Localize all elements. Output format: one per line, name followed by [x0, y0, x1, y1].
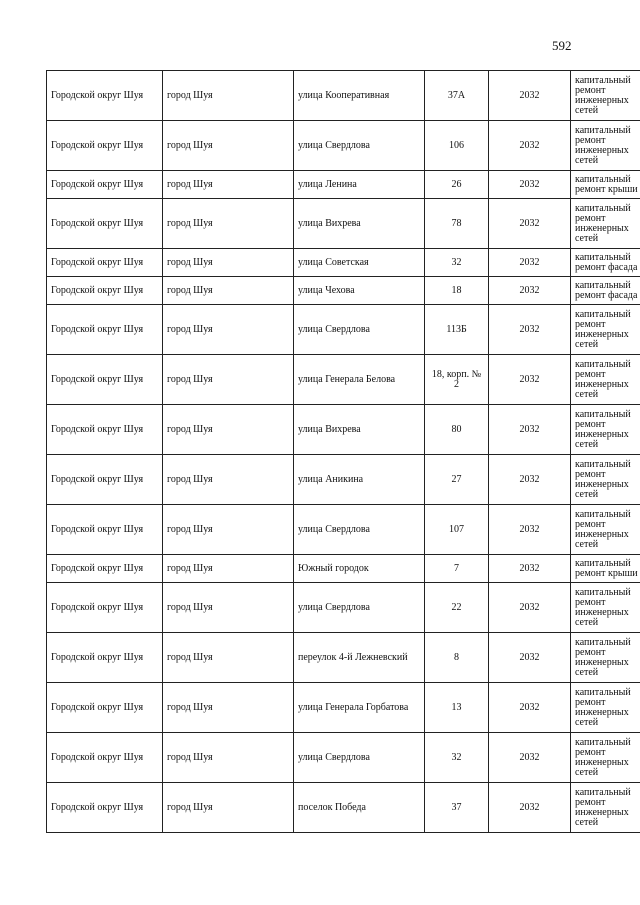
cell-year: 2032	[489, 455, 571, 505]
table-row	[47, 733, 640, 783]
cell-year: 2032	[489, 199, 571, 249]
repair-schedule-table	[46, 70, 640, 833]
table-row	[47, 555, 640, 583]
cell-okrug: Городской округ Шуя	[47, 783, 163, 833]
cell-street: улица Советская	[294, 249, 425, 277]
cell-okrug: Городской округ Шуя	[47, 199, 163, 249]
cell-street: улица Ленина	[294, 171, 425, 199]
cell-city: город Шуя	[163, 633, 294, 683]
cell-city: город Шуя	[163, 733, 294, 783]
table-row	[47, 199, 640, 249]
cell-year: 2032	[489, 171, 571, 199]
cell-city: город Шуя	[163, 171, 294, 199]
cell-okrug: Городской округ Шуя	[47, 405, 163, 455]
cell-okrug: Городской округ Шуя	[47, 249, 163, 277]
table-row	[47, 455, 640, 505]
cell-street: поселок Победа	[294, 783, 425, 833]
table-body	[47, 71, 640, 833]
cell-house: 107	[425, 505, 489, 555]
cell-street: улица Чехова	[294, 277, 425, 305]
cell-okrug: Городской округ Шуя	[47, 171, 163, 199]
cell-year: 2032	[489, 305, 571, 355]
cell-work-type: капитальный ремонт инженерных сетей	[571, 455, 640, 505]
cell-work-type: капитальный ремонт крыши	[571, 555, 640, 583]
cell-house: 106	[425, 121, 489, 171]
cell-work-type: капитальный ремонт фасада	[571, 277, 640, 305]
cell-year: 2032	[489, 633, 571, 683]
cell-okrug: Городской округ Шуя	[47, 633, 163, 683]
cell-city: город Шуя	[163, 505, 294, 555]
cell-house: 32	[425, 249, 489, 277]
cell-house: 27	[425, 455, 489, 505]
cell-street: Южный городок	[294, 555, 425, 583]
cell-house: 37	[425, 783, 489, 833]
cell-city: город Шуя	[163, 305, 294, 355]
cell-street: улица Вихрева	[294, 405, 425, 455]
cell-house: 113Б	[425, 305, 489, 355]
page-number: 592	[552, 38, 572, 53]
cell-year: 2032	[489, 405, 571, 455]
cell-work-type: капитальный ремонт инженерных сетей	[571, 505, 640, 555]
cell-okrug: Городской округ Шуя	[47, 505, 163, 555]
cell-work-type: капитальный ремонт инженерных сетей	[571, 583, 640, 633]
cell-work-type: капитальный ремонт фасада	[571, 249, 640, 277]
cell-work-type: капитальный ремонт инженерных сетей	[571, 633, 640, 683]
cell-city: город Шуя	[163, 249, 294, 277]
cell-house: 26	[425, 171, 489, 199]
cell-city: город Шуя	[163, 71, 294, 121]
cell-house: 8	[425, 633, 489, 683]
cell-work-type: капитальный ремонт инженерных сетей	[571, 355, 640, 405]
cell-work-type: капитальный ремонт инженерных сетей	[571, 783, 640, 833]
cell-street: улица Свердлова	[294, 583, 425, 633]
cell-house: 80	[425, 405, 489, 455]
cell-city: город Шуя	[163, 555, 294, 583]
cell-okrug: Городской округ Шуя	[47, 121, 163, 171]
cell-street: улица Свердлова	[294, 505, 425, 555]
cell-year: 2032	[489, 683, 571, 733]
cell-year: 2032	[489, 555, 571, 583]
cell-work-type: капитальный ремонт крыши	[571, 171, 640, 199]
table-row	[47, 171, 640, 199]
table-row	[47, 505, 640, 555]
cell-city: город Шуя	[163, 455, 294, 505]
table-row	[47, 583, 640, 633]
table-row	[47, 355, 640, 405]
cell-okrug: Городской округ Шуя	[47, 683, 163, 733]
cell-city: город Шуя	[163, 405, 294, 455]
cell-street: улица Аникина	[294, 455, 425, 505]
cell-house: 78	[425, 199, 489, 249]
cell-year: 2032	[489, 733, 571, 783]
cell-year: 2032	[489, 121, 571, 171]
table-row	[47, 121, 640, 171]
cell-house: 22	[425, 583, 489, 633]
cell-okrug: Городской округ Шуя	[47, 355, 163, 405]
cell-house: 18	[425, 277, 489, 305]
cell-street: улица Свердлова	[294, 733, 425, 783]
cell-year: 2032	[489, 783, 571, 833]
cell-street: улица Вихрева	[294, 199, 425, 249]
cell-work-type: капитальный ремонт инженерных сетей	[571, 305, 640, 355]
cell-okrug: Городской округ Шуя	[47, 733, 163, 783]
table-row	[47, 783, 640, 833]
table-row	[47, 405, 640, 455]
cell-year: 2032	[489, 71, 571, 121]
table-row	[47, 277, 640, 305]
cell-city: город Шуя	[163, 121, 294, 171]
cell-work-type: капитальный ремонт инженерных сетей	[571, 733, 640, 783]
cell-house: 13	[425, 683, 489, 733]
table-row	[47, 305, 640, 355]
cell-street: улица Генерала Белова	[294, 355, 425, 405]
cell-year: 2032	[489, 277, 571, 305]
cell-city: город Шуя	[163, 355, 294, 405]
cell-work-type: капитальный ремонт инженерных сетей	[571, 71, 640, 121]
cell-house: 32	[425, 733, 489, 783]
cell-house: 37А	[425, 71, 489, 121]
cell-work-type: капитальный ремонт инженерных сетей	[571, 405, 640, 455]
cell-okrug: Городской округ Шуя	[47, 555, 163, 583]
cell-city: город Шуя	[163, 783, 294, 833]
table-row	[47, 71, 640, 121]
cell-okrug: Городской округ Шуя	[47, 277, 163, 305]
cell-year: 2032	[489, 583, 571, 633]
cell-house: 18, корп. № 2	[425, 355, 489, 405]
cell-city: город Шуя	[163, 583, 294, 633]
cell-work-type: капитальный ремонт инженерных сетей	[571, 683, 640, 733]
cell-street: улица Кооперативная	[294, 71, 425, 121]
cell-street: переулок 4-й Лежневский	[294, 633, 425, 683]
cell-house: 7	[425, 555, 489, 583]
cell-year: 2032	[489, 355, 571, 405]
cell-work-type: капитальный ремонт инженерных сетей	[571, 199, 640, 249]
cell-okrug: Городской округ Шуя	[47, 305, 163, 355]
cell-year: 2032	[489, 505, 571, 555]
cell-okrug: Городской округ Шуя	[47, 455, 163, 505]
cell-okrug: Городской округ Шуя	[47, 583, 163, 633]
table-row	[47, 249, 640, 277]
cell-street: улица Свердлова	[294, 121, 425, 171]
table-row	[47, 633, 640, 683]
cell-okrug: Городской округ Шуя	[47, 71, 163, 121]
cell-work-type: капитальный ремонт инженерных сетей	[571, 121, 640, 171]
cell-city: город Шуя	[163, 683, 294, 733]
cell-street: улица Свердлова	[294, 305, 425, 355]
cell-year: 2032	[489, 249, 571, 277]
table-row	[47, 683, 640, 733]
cell-city: город Шуя	[163, 199, 294, 249]
cell-street: улица Генерала Горбатова	[294, 683, 425, 733]
cell-city: город Шуя	[163, 277, 294, 305]
